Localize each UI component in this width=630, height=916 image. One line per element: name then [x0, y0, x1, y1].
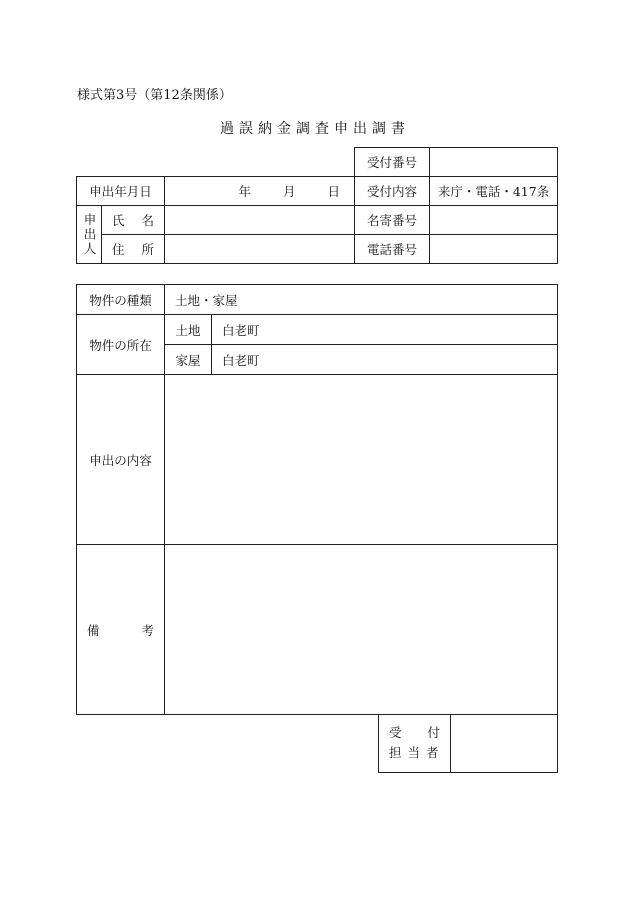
reception-staff-label: 受 付 担当者 [379, 714, 451, 772]
address-field[interactable] [165, 235, 355, 264]
date-year-label: 年 [238, 184, 251, 199]
date-month-label: 月 [283, 184, 296, 199]
phone-field[interactable] [430, 235, 558, 264]
applicant-label: 申出人 [77, 206, 102, 264]
form-number: 様式第3号（第12条関係） [77, 88, 232, 103]
property-type-value: 土地・家屋 [165, 285, 558, 315]
remarks-label: 備 考 [77, 545, 165, 715]
application-content-label: 申出の内容 [77, 375, 165, 545]
reception-number-field[interactable] [430, 148, 558, 177]
registry-number-field[interactable] [430, 206, 558, 235]
name-field[interactable] [165, 206, 355, 235]
house-label: 家屋 [165, 345, 212, 375]
property-type-label: 物件の種類 [77, 285, 165, 315]
property-table [76, 284, 558, 715]
application-date-field[interactable] [165, 177, 355, 206]
registry-number-label: 名寄番号 [355, 206, 430, 235]
reception-number-label: 受付番号 [355, 148, 430, 177]
land-location-field[interactable]: 白老町 [212, 315, 558, 345]
address-label: 住 所 [102, 235, 165, 264]
phone-label: 電話番号 [355, 235, 430, 264]
reception-staff-box [378, 714, 558, 773]
blank-area [77, 148, 355, 177]
document-title: 過誤納金調査申出調書 [220, 121, 410, 137]
reception-content-label: 受付内容 [355, 177, 430, 206]
application-content-field[interactable] [165, 375, 558, 545]
property-location-label: 物件の所在 [77, 315, 165, 375]
house-location-field[interactable]: 白老町 [212, 345, 558, 375]
reception-content-value: 来庁・電話・417条 [430, 177, 558, 206]
name-label: 氏 名 [102, 206, 165, 235]
applicant-table [76, 147, 558, 264]
reception-staff-field[interactable] [451, 714, 558, 772]
date-day-label: 日 [327, 184, 341, 199]
remarks-field[interactable] [165, 545, 558, 715]
application-date-label: 申出年月日 [77, 177, 165, 206]
land-label: 土地 [165, 315, 212, 345]
